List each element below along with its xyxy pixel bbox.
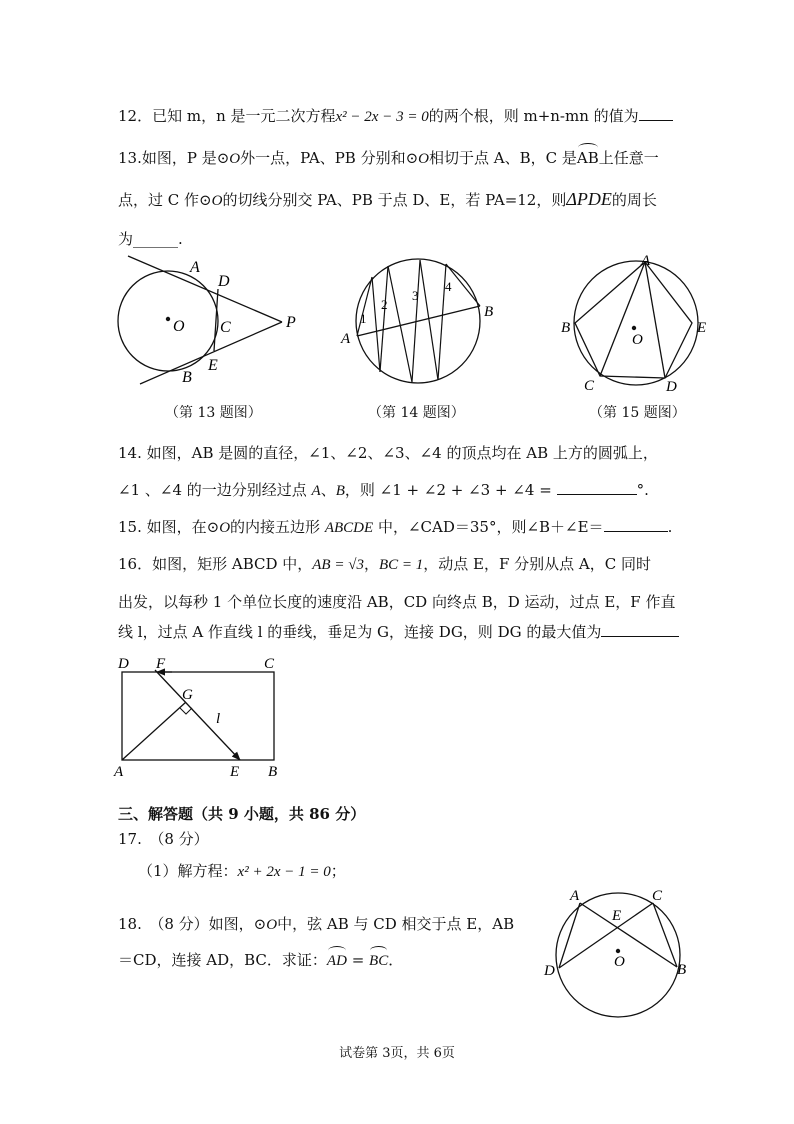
- q12-equation: x² − 2x − 3 = 0: [335, 109, 429, 125]
- fig13-label-e: E: [208, 357, 218, 374]
- q14-point-a: A: [311, 483, 321, 499]
- q14-line2-c: °.: [636, 481, 649, 499]
- fig14-label-4: 4: [445, 279, 452, 294]
- fig14-chord-2a: [380, 266, 388, 372]
- fig15-center-dot: [632, 326, 636, 330]
- fig16-label-a: A: [114, 764, 124, 780]
- q13-line2-b: 的切线分别交 PA、PB 于点 D、E，若 PA=12，则: [222, 191, 567, 209]
- fig16-label-e: E: [230, 764, 240, 780]
- figure-16: [110, 650, 290, 780]
- fig16-label-l: l: [216, 711, 221, 727]
- q16-ab: AB = √3: [312, 557, 364, 573]
- q17-head: 17. （8 分）: [118, 830, 209, 848]
- fig15-diagonal-ac: [600, 262, 645, 376]
- fig15-diagonal-ad: [645, 262, 665, 378]
- fig18-segment-ad: [559, 903, 580, 968]
- caption-fig13: （第 13 题图）: [165, 405, 262, 421]
- q15-b: 的内接五边形: [230, 518, 321, 536]
- q15-answer-blank: [604, 517, 668, 532]
- figure-15: [555, 250, 715, 395]
- fig18-label-o: O: [614, 954, 625, 970]
- fig14-label-b: B: [484, 304, 494, 320]
- fig16-line-l: [155, 670, 240, 760]
- q16-line1: [118, 554, 651, 575]
- q16-answer-blank: [601, 622, 679, 637]
- fig13-tangent-pa: [128, 256, 282, 322]
- fig16-label-f: F: [156, 656, 166, 672]
- fig15-label-b: B: [561, 320, 571, 336]
- fig16-label-g: G: [182, 687, 193, 703]
- q13-text-b: 外一点，PA、PB 分别和⊙: [240, 149, 419, 167]
- fig13-label-b: B: [182, 369, 192, 386]
- fig18-label-e: E: [612, 908, 622, 924]
- fig13-label-c: C: [220, 319, 231, 336]
- fig15-label-o: O: [632, 332, 643, 348]
- q18-line2-a: ＝CD，连接 AD，BC．求证：: [118, 951, 327, 969]
- fig18-label-b: B: [677, 962, 687, 978]
- q12: [118, 106, 673, 127]
- fig14-label-a: A: [341, 331, 351, 347]
- fig16-line-ag: [122, 702, 186, 760]
- fig15-circle: [574, 261, 698, 385]
- caption-fig14: （第 14 题图）: [368, 405, 465, 421]
- q18-line2: [118, 950, 403, 971]
- q17-item1-b: ；: [330, 862, 346, 880]
- q18-line1: [118, 914, 514, 935]
- fig14-label-1: 1: [360, 311, 367, 326]
- figure-13: [110, 250, 310, 390]
- fig18-label-c: C: [652, 888, 663, 904]
- q18-arc-bc: BC: [369, 953, 389, 969]
- fig13-label-a: A: [190, 259, 200, 276]
- fig15-label-e: E: [697, 320, 707, 336]
- q14-line2-a: ∠1 、∠4 的一边分别经过点: [118, 481, 307, 499]
- q16-line3-text: 线 l，过点 A 作直线 l 的垂线，垂足为 G，连接 DG，则 DG 的最大值为: [118, 623, 602, 641]
- caption-fig15: （第 15 题图）: [589, 405, 686, 421]
- fig18-segment-bc: [653, 903, 677, 967]
- fig15-label-a: A: [641, 253, 651, 269]
- q18-circle-o: O: [266, 917, 278, 933]
- fig16-right-angle: [180, 708, 192, 714]
- q16-line2: [118, 592, 675, 612]
- q12-answer-blank: [639, 106, 673, 121]
- page-footer: 试卷第 3页，共 6页: [339, 1046, 455, 1061]
- q13-line2-c: 的周长: [611, 191, 657, 209]
- q16-line3: [118, 622, 679, 642]
- q15-polygon: ABCDE: [324, 520, 374, 536]
- figure-14: [335, 250, 510, 390]
- q14-line2-b: ，则 ∠1 + ∠2 + ∠3 + ∠4 =: [344, 481, 552, 499]
- q14-point-b: B: [335, 483, 345, 499]
- q18-line2-b: ．: [388, 951, 404, 969]
- q18-line1-b: 中，弦 AB 与 CD 相交于点 E，AB: [277, 915, 515, 933]
- q13-text-c: 相切于点 A、B，C 是: [429, 149, 577, 167]
- q13-circle-o: O: [229, 151, 241, 167]
- q13-line2-a: 点，过 C 作⊙: [118, 191, 212, 209]
- q18-arc-ad: AD: [326, 953, 347, 969]
- q18-eq-sign: =: [346, 951, 370, 969]
- q13-circle-o-2: O: [418, 151, 429, 167]
- fig15-label-c: C: [584, 378, 595, 394]
- q15-d: .: [667, 518, 673, 536]
- q13-text-d: 上任意一: [598, 149, 659, 167]
- fig16-label-d: D: [118, 656, 129, 672]
- fig14-chord-1a: [357, 277, 372, 336]
- q15-circle-o: O: [219, 520, 231, 536]
- fig15-label-d: D: [666, 379, 677, 395]
- q14-answer-blank: [557, 480, 637, 495]
- fig13-tangent-pb: [140, 322, 282, 384]
- q14-sep: 、: [320, 481, 336, 499]
- q14-line2: [118, 480, 649, 501]
- section-3-title: 三、解答题（共 9 小题，共 86 分）: [118, 805, 366, 823]
- q12-prefix: 12．已知 m，n 是一元二次方程: [118, 107, 336, 125]
- q14-line1: [118, 443, 658, 463]
- fig13-label-p: P: [286, 314, 296, 331]
- fig18-center-dot: [616, 949, 620, 953]
- q13-line3-text: 为______.: [118, 230, 183, 248]
- fig14-label-3: 3: [412, 288, 419, 303]
- fig14-chord-1b: [372, 277, 380, 372]
- q13-line1: [118, 148, 659, 169]
- fig18-label-d: D: [544, 963, 555, 979]
- q13-line2: [118, 189, 657, 211]
- q13-circle-o-3: O: [211, 193, 223, 209]
- q17-equation: x² + 2x − 1 = 0: [237, 864, 331, 880]
- fig18-label-a: A: [570, 888, 580, 904]
- q15-a: 15. 如图，在⊙: [118, 518, 220, 536]
- q13-arc-ab: AB: [576, 149, 599, 167]
- figure-18: [540, 880, 695, 1030]
- fig13-center-dot: [166, 317, 170, 321]
- q14-line1-text: 14. 如图，AB 是圆的直径，∠1、∠2、∠3、∠4 的顶点均在 AB 上方的圆弧上，: [118, 444, 658, 462]
- fig16-label-c: C: [264, 656, 275, 672]
- q17-item1-a: （1）解方程：: [138, 862, 238, 880]
- fig16-label-b: B: [268, 764, 278, 780]
- q16-line2-text: 出发，以每秒 1 个单位长度的速度沿 AB，CD 向终点 B，D 运动，过点 E，F 作直: [118, 593, 676, 611]
- fig14-label-2: 2: [381, 297, 388, 312]
- q16-sep: ，: [363, 555, 379, 573]
- fig13-label-d: D: [218, 273, 230, 290]
- q13-line3: [118, 229, 183, 249]
- q15: [118, 517, 672, 538]
- q13-triangle-pde: ΔPDE: [566, 189, 612, 209]
- q16-line1-a: 16．如图，矩形 ABCD 中，: [118, 555, 313, 573]
- q17-item1: [138, 861, 346, 882]
- q15-c: 中，∠CAD＝35°，则∠B＋∠E＝: [377, 518, 604, 536]
- q12-suffix: 的两个根，则 m+n-mn 的值为: [428, 107, 639, 125]
- q16-bc: BC = 1: [378, 557, 424, 573]
- q16-line1-b: ，动点 E，F 分别从点 A，C 同时: [423, 555, 652, 573]
- fig13-label-o: O: [173, 318, 185, 335]
- q18-line1-a: 18. （8 分）如图，⊙: [118, 915, 267, 933]
- q13-text-a: 13.如图，P 是⊙: [118, 149, 230, 167]
